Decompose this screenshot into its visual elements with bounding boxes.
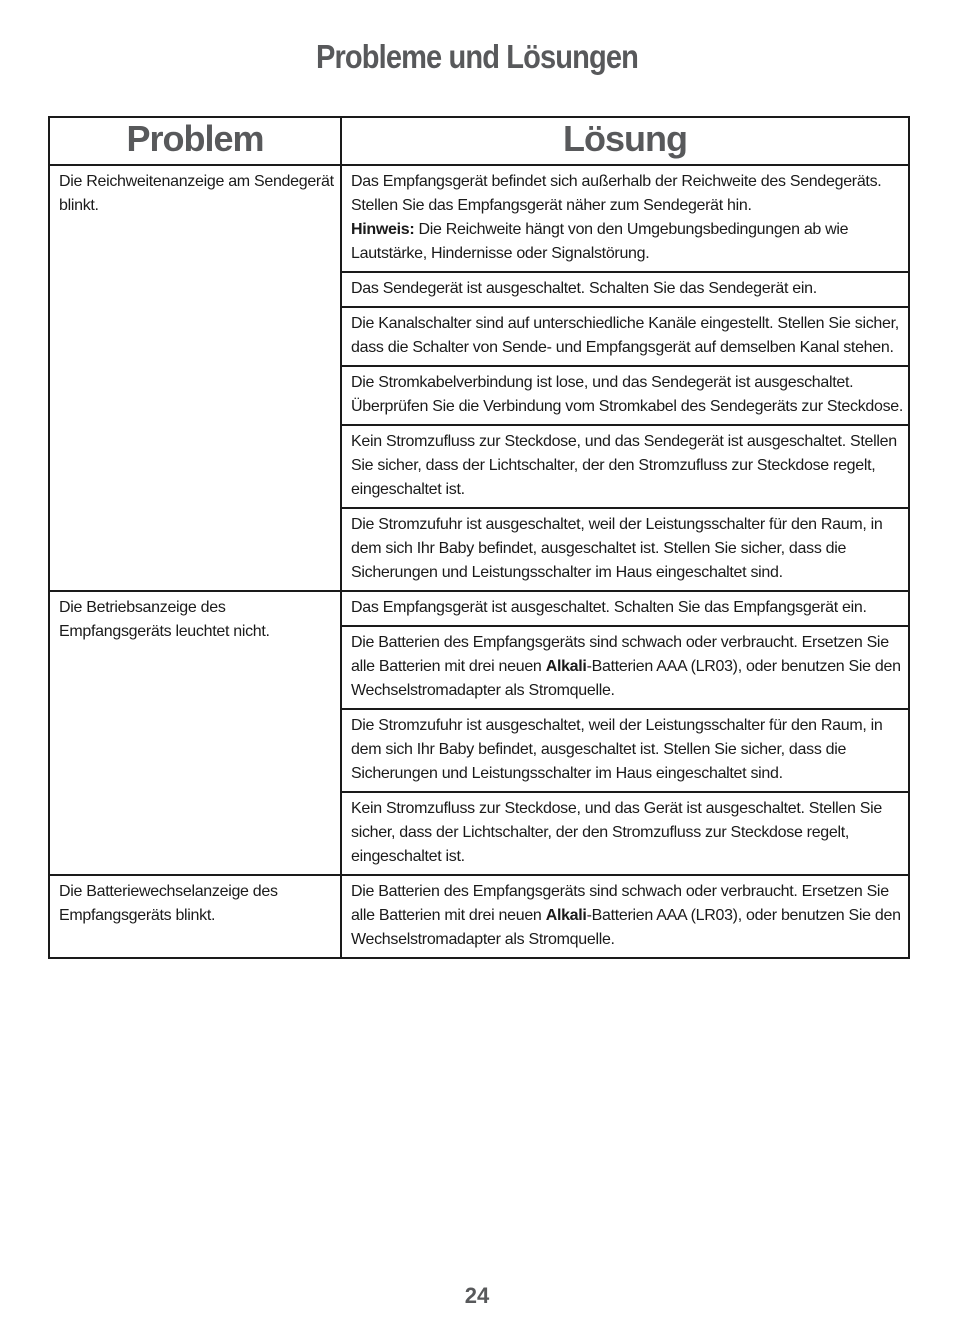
problem-cell	[49, 165, 341, 591]
solution-cell	[341, 792, 909, 875]
solution-cell	[341, 626, 909, 709]
note-label: Hinweis:	[351, 221, 415, 238]
solution-cell	[341, 165, 909, 272]
problem-text: Die Batteriewechselanzeige des Empfangsgeräts blinkt.	[59, 883, 278, 924]
problem-column-header: Problem	[49, 117, 341, 165]
problem-text: Die Betriebsanzeige des Empfangsgeräts leuchtet nicht.	[59, 599, 270, 640]
troubleshooting-table	[48, 116, 910, 959]
solution-text: Die Stromkabelverbindung ist lose, und das Sendegerät ist ausgeschaltet. Überprüfen Sie die Verbindung vom Stromkabel des Sendegeräts zur Steckdose.	[351, 374, 904, 415]
alkali-emphasis: Alkali	[545, 658, 587, 675]
table-row	[49, 591, 909, 626]
solution-cell	[341, 591, 909, 626]
table-row	[49, 165, 909, 272]
solution-text: Kein Stromzufluss zur Steckdose, und das Gerät ist ausgeschaltet. Stellen Sie sicher, dass der Lichtschalter, der den Stromzufluss zur Steckdose regelt, eingeschaltet ist.	[351, 800, 882, 865]
solution-cell	[341, 307, 909, 366]
problem-cell	[49, 591, 341, 875]
solution-text: Die Batterien des Empfangsgeräts sind schwach oder verbraucht. Ersetzen Sie alle Batterien mit drei neuen Alkali-Batterien AAA (LR03), oder benutzen Sie den Wechselstromadapter als Stromquelle.	[351, 634, 901, 699]
page-number: 24	[464, 1283, 490, 1308]
solution-text: Die Kanalschalter sind auf unterschiedliche Kanäle eingestellt. Stellen Sie sicher, dass die Schalter von Sende- und Empfangsgerät auf demselben Kanal stehen.	[351, 315, 899, 356]
solution-cell	[341, 709, 909, 792]
solution-text: Kein Stromzufluss zur Steckdose, und das Sendegerät ist ausgeschaltet. Stellen Sie sicher, dass der Lichtschalter, der den Stromzufluss zur Steckdose regelt, eingeschaltet ist.	[351, 433, 897, 498]
table-header-row	[49, 117, 909, 165]
solution-cell	[341, 508, 909, 591]
alkali-emphasis: Alkali	[545, 907, 587, 924]
solution-cell	[341, 366, 909, 425]
solution-text: Das Empfangsgerät befindet sich außerhalb der Reichweite des Sendegeräts. Stellen Sie das Empfangsgerät näher zum Sendegerät hin. Hinweis: Die Reichweite hängt von den Umgebungsbedingungen ab wie Lautstärke, Hindernisse oder Signalstörung.	[351, 173, 882, 262]
solution-text: Die Stromzufuhr ist ausgeschaltet, weil der Leistungsschalter für den Raum, in dem sich Ihr Baby befindet, ausgeschaltet ist. Stellen Sie sicher, dass die Sicherungen und Leistungsschalter im Haus eingeschaltet sind.	[351, 516, 883, 581]
solution-cell	[341, 272, 909, 307]
page-title: Probleme und Lösungen	[316, 38, 638, 75]
solution-text: Die Batterien des Empfangsgeräts sind schwach oder verbraucht. Ersetzen Sie alle Batterien mit drei neuen Alkali-Batterien AAA (LR03), oder benutzen Sie den Wechselstromadapter als Stromquelle.	[351, 883, 901, 948]
table-row	[49, 875, 909, 958]
solution-cell	[341, 425, 909, 508]
problem-cell	[49, 875, 341, 958]
solution-cell	[341, 875, 909, 958]
problem-text: Die Reichweitenanzeige am Sendegerät blinkt.	[59, 173, 334, 214]
solution-column-header: Lösung	[341, 117, 909, 165]
solution-text: Das Sendegerät ist ausgeschaltet. Schalten Sie das Sendegerät ein.	[351, 280, 817, 297]
solution-text: Die Stromzufuhr ist ausgeschaltet, weil der Leistungsschalter für den Raum, in dem sich Ihr Baby befindet, ausgeschaltet ist. Stellen Sie sicher, dass die Sicherungen und Leistungsschalter im Haus eingeschaltet sind.	[351, 717, 883, 782]
solution-text: Das Empfangsgerät ist ausgeschaltet. Schalten Sie das Empfangsgerät ein.	[351, 599, 867, 616]
